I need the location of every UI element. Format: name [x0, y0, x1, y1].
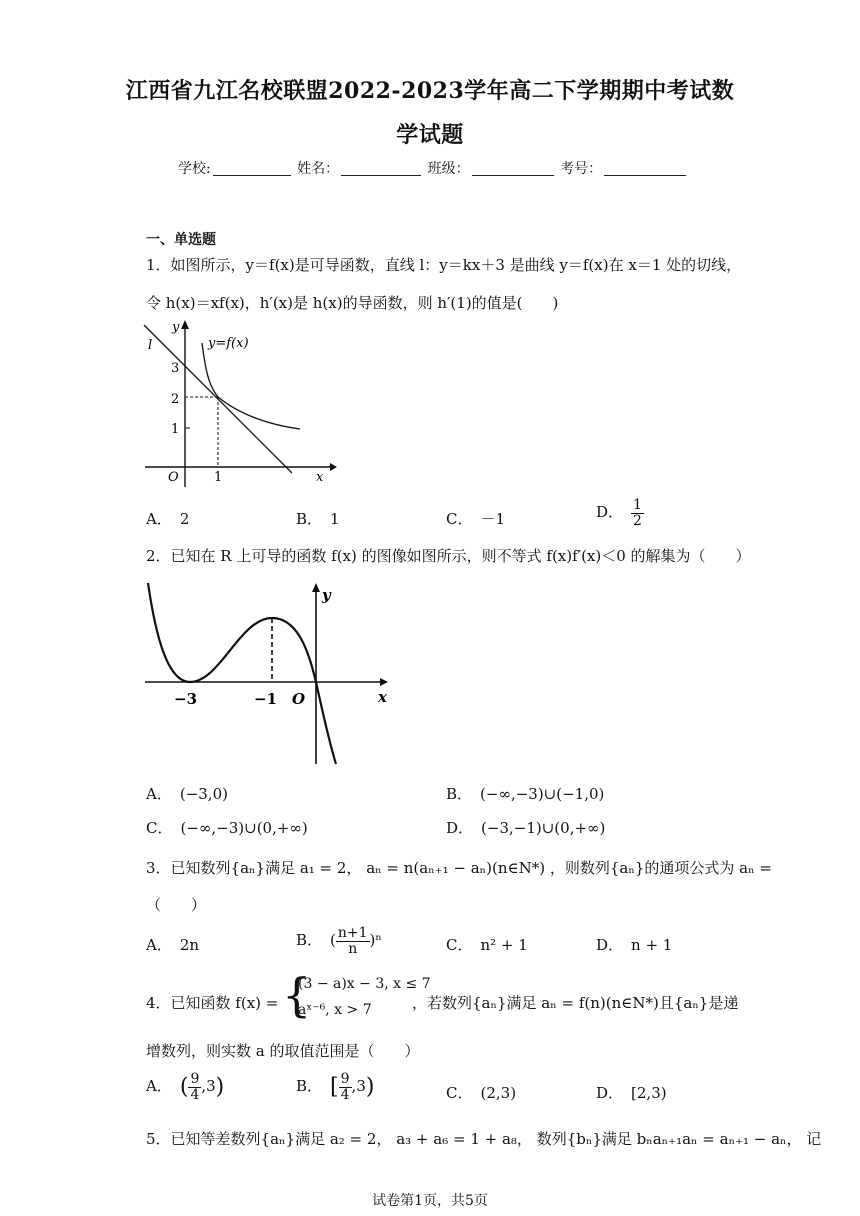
q5-stem-line1: 5．已知等差数列{aₙ}满足 a₂ = 2， a₃ + a₆ = 1 + a₈， 数列{bₙ}满足 bₙaₙ₊₁aₙ = aₙ₊₁ − aₙ， 记 [146, 1130, 822, 1148]
q2-option-c-label: C． [146, 819, 173, 837]
q2-option-c[interactable] [146, 817, 308, 838]
q1-option-b-label: B． [296, 510, 323, 528]
q2-y-label: y [322, 586, 331, 604]
exam-no-blank[interactable] [604, 161, 686, 176]
q2-option-b-text: (−∞,−3)∪(−1,0) [480, 785, 605, 803]
q1-origin-label: O [168, 470, 179, 485]
q3-option-c-text: n² + 1 [480, 936, 528, 954]
q2-x-arrow-icon [380, 678, 388, 686]
q4-option-d-text: [2,3) [631, 1084, 667, 1102]
q4-option-a-num: 9 [190, 1071, 200, 1087]
q2-option-d-label: D． [446, 819, 474, 837]
q3-option-a[interactable] [146, 934, 199, 955]
q4-option-b-rest: ,3 [351, 1077, 366, 1096]
q2-tick-label-m1: −1 [254, 690, 278, 708]
q2-option-d[interactable] [446, 817, 605, 838]
q4-option-a-close: ) [215, 1074, 225, 1100]
q4-option-d-label: D． [596, 1084, 624, 1102]
q1-option-b-text: 1 [330, 510, 340, 528]
q2-x-label: x [378, 688, 387, 706]
q1-option-d[interactable] [596, 498, 644, 528]
q1-stem-line1: 1．如图所示，y＝f(x)是可导函数，直线 l：y＝kx＋3 是曲线 y＝f(x)在 x＝1 处的切线， [146, 256, 742, 274]
name-label: 姓名： [297, 161, 340, 177]
q4-stem-prefix: 4．已知函数 f(x) = [146, 994, 279, 1012]
q3-option-b[interactable] [296, 926, 382, 956]
q4-brace-icon: { [282, 968, 312, 1022]
q4-option-c[interactable] [446, 1082, 516, 1103]
q3-stem-line2: （ ） [146, 896, 207, 914]
q1-option-c-text: －1 [480, 510, 506, 528]
q4-stem-line2: 增数列，则实数 a 的取值范围是（ ） [146, 1042, 420, 1060]
class-label: 班级： [427, 161, 470, 177]
q4-option-a-den: 4 [190, 1086, 200, 1103]
q1-x-label: x [316, 470, 324, 485]
q3-option-d-text: n + 1 [631, 936, 673, 954]
q1-option-c[interactable] [446, 508, 505, 529]
q3-option-b-pre: ( [330, 931, 336, 950]
q1-tick-label-1: 1 [171, 422, 180, 437]
q1-option-a[interactable] [146, 508, 189, 529]
q2-option-c-text: (−∞,−3)∪(0,+∞) [180, 819, 308, 837]
q1-option-a-label: A． [146, 510, 172, 528]
q3-option-c-label: C． [446, 936, 473, 954]
q4-stem-suffix: ，若数列{aₙ}满足 aₙ = f(n)(n∈N*)且{aₙ}是递 [412, 994, 739, 1012]
q1-stem-line2: 令 h(x)＝xf(x)，h′(x)是 h(x)的导函数，则 h′(1)的值是( ) [146, 294, 559, 312]
name-blank[interactable] [341, 161, 421, 176]
q4-option-b-num: 9 [340, 1071, 350, 1087]
class-blank[interactable] [472, 161, 554, 176]
q4-option-a-open: ( [179, 1074, 189, 1100]
exam-title-line2: 学试题 [396, 122, 464, 148]
q1-option-a-text: 2 [179, 510, 190, 528]
q2-stem-line1: 2．已知在 R 上可导的函数 f(x) 的图像如图所示，则不等式 f(x)f′(x)＜0 的解集为（ ） [146, 547, 751, 565]
q1-graph [140, 315, 340, 490]
q3-option-b-post: )ⁿ [369, 931, 382, 950]
q1-y-arrow-icon [181, 320, 189, 329]
q2-option-a[interactable] [146, 783, 228, 804]
q3-option-a-text: 2n [179, 936, 200, 954]
q3-option-d[interactable] [596, 934, 672, 955]
q3-option-a-label: A． [146, 936, 172, 954]
q2-option-a-text: (−3,0) [179, 785, 228, 803]
page-footer: 试卷第1页，共5页 [372, 1193, 488, 1209]
q4-case2: aˣ⁻⁶, x > 7 [298, 1002, 372, 1018]
q3-option-b-fraction [336, 926, 370, 956]
student-info-row [178, 158, 688, 178]
school-blank[interactable] [213, 161, 291, 176]
q2-graph [140, 578, 400, 768]
q1-option-c-label: C． [446, 510, 473, 528]
q1-option-d-den: 2 [633, 512, 642, 529]
q1-tick-label-2: 2 [171, 392, 180, 407]
q4-option-b[interactable] [296, 1072, 374, 1102]
q2-y-arrow-icon [312, 583, 320, 592]
q2-option-a-label: A． [146, 785, 172, 803]
q1-y-label: y [172, 320, 180, 335]
q1-option-d-fraction [631, 498, 644, 528]
school-label: 学校: [178, 161, 211, 177]
exam-no-label: 考号： [560, 161, 603, 177]
q1-curve [202, 343, 300, 429]
q4-option-a-label: A． [146, 1077, 172, 1096]
q3-option-d-label: D． [596, 936, 624, 954]
q2-option-d-text: (−3,−1)∪(0,+∞) [481, 819, 606, 837]
q4-option-b-label: B． [296, 1077, 323, 1096]
q4-option-b-fraction [339, 1072, 352, 1102]
q1-x-arrow-icon [330, 463, 337, 471]
q4-option-c-label: C． [446, 1084, 473, 1102]
q4-option-b-close: ) [365, 1074, 375, 1100]
q3-option-b-num: n+1 [337, 925, 368, 941]
q4-option-b-den: 4 [340, 1086, 350, 1103]
q2-origin-label: O [292, 690, 306, 708]
q2-option-b-label: B． [446, 785, 473, 803]
q3-stem-line1: 3．已知数列{aₙ}满足 a₁ = 2， aₙ = n(aₙ₊₁ − aₙ)(n∈N*) ，则数列{aₙ}的通项公式为 aₙ = [146, 859, 772, 877]
q1-option-d-num: 1 [633, 497, 642, 513]
q4-option-a-fraction [188, 1072, 201, 1102]
q3-option-b-label: B． [296, 931, 323, 950]
q4-option-b-open: [ [330, 1074, 339, 1100]
q3-option-b-den: n [348, 940, 358, 957]
section-title: 一、单选题 [146, 232, 216, 248]
q4-option-c-text: (2,3) [480, 1084, 517, 1102]
q1-curve-label: y=f(x) [208, 336, 249, 351]
q4-option-a-rest: ,3 [201, 1077, 216, 1096]
q1-option-d-label: D． [596, 503, 624, 522]
q4-option-d[interactable] [596, 1082, 667, 1103]
q2-option-b[interactable] [446, 783, 604, 804]
q1-option-b[interactable] [296, 508, 340, 529]
q4-case1: (3 − a)x − 3, x ≤ 7 [298, 976, 431, 992]
q1-tick-label-3: 3 [171, 361, 180, 376]
q1-line-label: l [148, 338, 153, 353]
q2-curve [148, 583, 336, 764]
q4-option-a[interactable] [146, 1072, 224, 1102]
q4-piecewise [282, 968, 431, 1026]
exam-title-line1: 江西省九江名校联盟2022-2023学年高二下学期期中考试数 [125, 78, 735, 104]
q1-tick-label-x1: 1 [214, 470, 223, 485]
q2-tick-label-m3: −3 [174, 690, 198, 708]
q3-option-c[interactable] [446, 934, 528, 955]
